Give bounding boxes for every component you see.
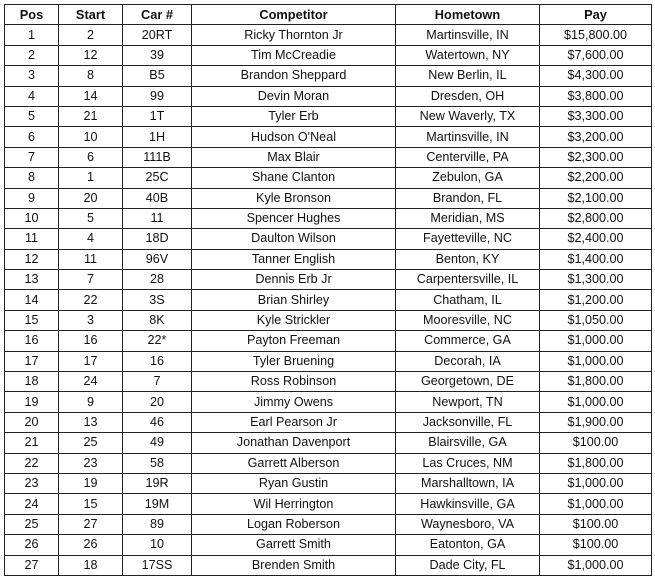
cell-hometown: Commerce, GA — [396, 331, 540, 351]
cell-pay: $100.00 — [540, 433, 652, 453]
cell-car-number: 3S — [123, 290, 192, 310]
cell-competitor: Max Blair — [192, 147, 396, 167]
cell-hometown: Marshalltown, IA — [396, 473, 540, 493]
cell-car-number: B5 — [123, 66, 192, 86]
cell-pos: 8 — [5, 168, 59, 188]
cell-pay: $1,900.00 — [540, 412, 652, 432]
cell-hometown: Waynesboro, VA — [396, 514, 540, 534]
header-competitor: Competitor — [192, 5, 396, 25]
cell-car-number: 1H — [123, 127, 192, 147]
table-header — [5, 5, 652, 25]
cell-start: 17 — [59, 351, 123, 371]
cell-start: 7 — [59, 270, 123, 290]
cell-pay: $2,300.00 — [540, 147, 652, 167]
cell-pay: $1,000.00 — [540, 331, 652, 351]
cell-pos: 10 — [5, 208, 59, 228]
table-body — [5, 25, 652, 576]
cell-start: 21 — [59, 106, 123, 126]
table-row — [5, 433, 652, 453]
cell-pos: 24 — [5, 494, 59, 514]
table-row — [5, 66, 652, 86]
cell-start: 15 — [59, 494, 123, 514]
cell-hometown: Martinsville, IN — [396, 25, 540, 45]
cell-start: 13 — [59, 412, 123, 432]
cell-pay: $2,100.00 — [540, 188, 652, 208]
cell-pos: 5 — [5, 106, 59, 126]
cell-competitor: Ross Robinson — [192, 372, 396, 392]
table-row — [5, 412, 652, 432]
cell-start: 26 — [59, 535, 123, 555]
cell-hometown: Georgetown, DE — [396, 372, 540, 392]
table-row — [5, 147, 652, 167]
cell-pos: 21 — [5, 433, 59, 453]
cell-hometown: Jacksonville, FL — [396, 412, 540, 432]
cell-start: 24 — [59, 372, 123, 392]
cell-competitor: Tim McCreadie — [192, 45, 396, 65]
cell-pay: $15,800.00 — [540, 25, 652, 45]
cell-pay: $1,800.00 — [540, 372, 652, 392]
cell-competitor: Kyle Bronson — [192, 188, 396, 208]
cell-start: 4 — [59, 229, 123, 249]
cell-competitor: Payton Freeman — [192, 331, 396, 351]
header-pos: Pos — [5, 5, 59, 25]
cell-pos: 25 — [5, 514, 59, 534]
cell-car-number: 39 — [123, 45, 192, 65]
cell-car-number: 49 — [123, 433, 192, 453]
cell-hometown: Benton, KY — [396, 249, 540, 269]
cell-pay: $3,300.00 — [540, 106, 652, 126]
cell-start: 5 — [59, 208, 123, 228]
table-row — [5, 392, 652, 412]
cell-car-number: 7 — [123, 372, 192, 392]
cell-pay: $100.00 — [540, 535, 652, 555]
cell-car-number: 10 — [123, 535, 192, 555]
table-row — [5, 188, 652, 208]
cell-pos: 22 — [5, 453, 59, 473]
cell-start: 27 — [59, 514, 123, 534]
cell-hometown: New Waverly, TX — [396, 106, 540, 126]
cell-start: 25 — [59, 433, 123, 453]
table-row — [5, 453, 652, 473]
cell-pos: 12 — [5, 249, 59, 269]
table-row — [5, 514, 652, 534]
table-row — [5, 372, 652, 392]
cell-car-number: 99 — [123, 86, 192, 106]
cell-pos: 27 — [5, 555, 59, 575]
cell-pay: $1,000.00 — [540, 555, 652, 575]
cell-pos: 16 — [5, 331, 59, 351]
cell-hometown: Mooresville, NC — [396, 310, 540, 330]
cell-pos: 3 — [5, 66, 59, 86]
cell-car-number: 11 — [123, 208, 192, 228]
cell-pay: $1,800.00 — [540, 453, 652, 473]
results-table-container — [4, 4, 651, 576]
cell-competitor: Kyle Strickler — [192, 310, 396, 330]
header-hometown: Hometown — [396, 5, 540, 25]
cell-hometown: Hawkinsville, GA — [396, 494, 540, 514]
cell-car-number: 22* — [123, 331, 192, 351]
cell-start: 14 — [59, 86, 123, 106]
cell-competitor: Ricky Thornton Jr — [192, 25, 396, 45]
cell-car-number: 20RT — [123, 25, 192, 45]
table-row — [5, 127, 652, 147]
cell-start: 2 — [59, 25, 123, 45]
cell-pay: $2,400.00 — [540, 229, 652, 249]
cell-pos: 1 — [5, 25, 59, 45]
cell-competitor: Daulton Wilson — [192, 229, 396, 249]
cell-hometown: New Berlin, IL — [396, 66, 540, 86]
cell-start: 19 — [59, 473, 123, 493]
cell-hometown: Martinsville, IN — [396, 127, 540, 147]
cell-pay: $1,200.00 — [540, 290, 652, 310]
cell-hometown: Decorah, IA — [396, 351, 540, 371]
table-row — [5, 45, 652, 65]
table-row — [5, 351, 652, 371]
cell-car-number: 17SS — [123, 555, 192, 575]
cell-car-number: 89 — [123, 514, 192, 534]
cell-hometown: Dade City, FL — [396, 555, 540, 575]
table-row — [5, 270, 652, 290]
table-row — [5, 249, 652, 269]
cell-start: 16 — [59, 331, 123, 351]
table-row — [5, 229, 652, 249]
cell-competitor: Tanner English — [192, 249, 396, 269]
cell-pay: $2,800.00 — [540, 208, 652, 228]
cell-hometown: Centerville, PA — [396, 147, 540, 167]
cell-start: 12 — [59, 45, 123, 65]
cell-hometown: Brandon, FL — [396, 188, 540, 208]
cell-start: 23 — [59, 453, 123, 473]
cell-car-number: 111B — [123, 147, 192, 167]
table-row — [5, 473, 652, 493]
cell-competitor: Jimmy Owens — [192, 392, 396, 412]
cell-pos: 4 — [5, 86, 59, 106]
cell-competitor: Tyler Bruening — [192, 351, 396, 371]
cell-start: 18 — [59, 555, 123, 575]
table-row — [5, 106, 652, 126]
cell-competitor: Shane Clanton — [192, 168, 396, 188]
cell-hometown: Meridian, MS — [396, 208, 540, 228]
table-row — [5, 331, 652, 351]
cell-car-number: 20 — [123, 392, 192, 412]
header-car-number: Car # — [123, 5, 192, 25]
header-row — [5, 5, 652, 25]
cell-pos: 23 — [5, 473, 59, 493]
cell-hometown: Eatonton, GA — [396, 535, 540, 555]
cell-car-number: 58 — [123, 453, 192, 473]
cell-start: 9 — [59, 392, 123, 412]
cell-car-number: 40B — [123, 188, 192, 208]
cell-pay: $1,300.00 — [540, 270, 652, 290]
cell-pay: $1,050.00 — [540, 310, 652, 330]
cell-car-number: 28 — [123, 270, 192, 290]
header-pay: Pay — [540, 5, 652, 25]
cell-competitor: Earl Pearson Jr — [192, 412, 396, 432]
cell-pay: $1,000.00 — [540, 473, 652, 493]
cell-competitor: Garrett Alberson — [192, 453, 396, 473]
cell-pos: 17 — [5, 351, 59, 371]
header-start: Start — [59, 5, 123, 25]
cell-competitor: Garrett Smith — [192, 535, 396, 555]
cell-pos: 14 — [5, 290, 59, 310]
cell-hometown: Chatham, IL — [396, 290, 540, 310]
cell-hometown: Blairsville, GA — [396, 433, 540, 453]
cell-hometown: Dresden, OH — [396, 86, 540, 106]
cell-hometown: Watertown, NY — [396, 45, 540, 65]
table-row — [5, 290, 652, 310]
cell-competitor: Brandon Sheppard — [192, 66, 396, 86]
cell-pay: $2,200.00 — [540, 168, 652, 188]
cell-pos: 19 — [5, 392, 59, 412]
race-results-table — [4, 4, 652, 576]
cell-hometown: Fayetteville, NC — [396, 229, 540, 249]
cell-start: 8 — [59, 66, 123, 86]
cell-pay: $1,000.00 — [540, 494, 652, 514]
cell-competitor: Jonathan Davenport — [192, 433, 396, 453]
cell-car-number: 19M — [123, 494, 192, 514]
cell-competitor: Logan Roberson — [192, 514, 396, 534]
cell-competitor: Wil Herrington — [192, 494, 396, 514]
cell-pay: $4,300.00 — [540, 66, 652, 86]
table-row — [5, 25, 652, 45]
cell-competitor: Spencer Hughes — [192, 208, 396, 228]
cell-car-number: 8K — [123, 310, 192, 330]
table-row — [5, 535, 652, 555]
cell-hometown: Carpentersville, IL — [396, 270, 540, 290]
cell-pay: $1,000.00 — [540, 351, 652, 371]
cell-competitor: Brian Shirley — [192, 290, 396, 310]
cell-pos: 7 — [5, 147, 59, 167]
cell-pos: 26 — [5, 535, 59, 555]
cell-car-number: 46 — [123, 412, 192, 432]
cell-car-number: 19R — [123, 473, 192, 493]
table-row — [5, 86, 652, 106]
cell-pos: 20 — [5, 412, 59, 432]
table-row — [5, 555, 652, 575]
cell-competitor: Hudson O'Neal — [192, 127, 396, 147]
cell-pay: $7,600.00 — [540, 45, 652, 65]
cell-car-number: 16 — [123, 351, 192, 371]
cell-car-number: 1T — [123, 106, 192, 126]
cell-pay: $100.00 — [540, 514, 652, 534]
cell-competitor: Dennis Erb Jr — [192, 270, 396, 290]
cell-pos: 6 — [5, 127, 59, 147]
cell-start: 22 — [59, 290, 123, 310]
cell-start: 10 — [59, 127, 123, 147]
cell-pos: 13 — [5, 270, 59, 290]
cell-car-number: 18D — [123, 229, 192, 249]
cell-pos: 18 — [5, 372, 59, 392]
table-row — [5, 208, 652, 228]
table-row — [5, 310, 652, 330]
cell-pos: 15 — [5, 310, 59, 330]
cell-pay: $1,400.00 — [540, 249, 652, 269]
cell-pay: $3,200.00 — [540, 127, 652, 147]
cell-hometown: Zebulon, GA — [396, 168, 540, 188]
table-row — [5, 494, 652, 514]
cell-start: 3 — [59, 310, 123, 330]
cell-hometown: Newport, TN — [396, 392, 540, 412]
cell-competitor: Devin Moran — [192, 86, 396, 106]
cell-start: 6 — [59, 147, 123, 167]
cell-car-number: 96V — [123, 249, 192, 269]
cell-pos: 9 — [5, 188, 59, 208]
cell-pos: 2 — [5, 45, 59, 65]
cell-start: 11 — [59, 249, 123, 269]
cell-competitor: Tyler Erb — [192, 106, 396, 126]
cell-start: 20 — [59, 188, 123, 208]
cell-pos: 11 — [5, 229, 59, 249]
cell-start: 1 — [59, 168, 123, 188]
cell-pay: $1,000.00 — [540, 392, 652, 412]
cell-competitor: Brenden Smith — [192, 555, 396, 575]
cell-car-number: 25C — [123, 168, 192, 188]
cell-hometown: Las Cruces, NM — [396, 453, 540, 473]
table-row — [5, 168, 652, 188]
cell-competitor: Ryan Gustin — [192, 473, 396, 493]
cell-pay: $3,800.00 — [540, 86, 652, 106]
